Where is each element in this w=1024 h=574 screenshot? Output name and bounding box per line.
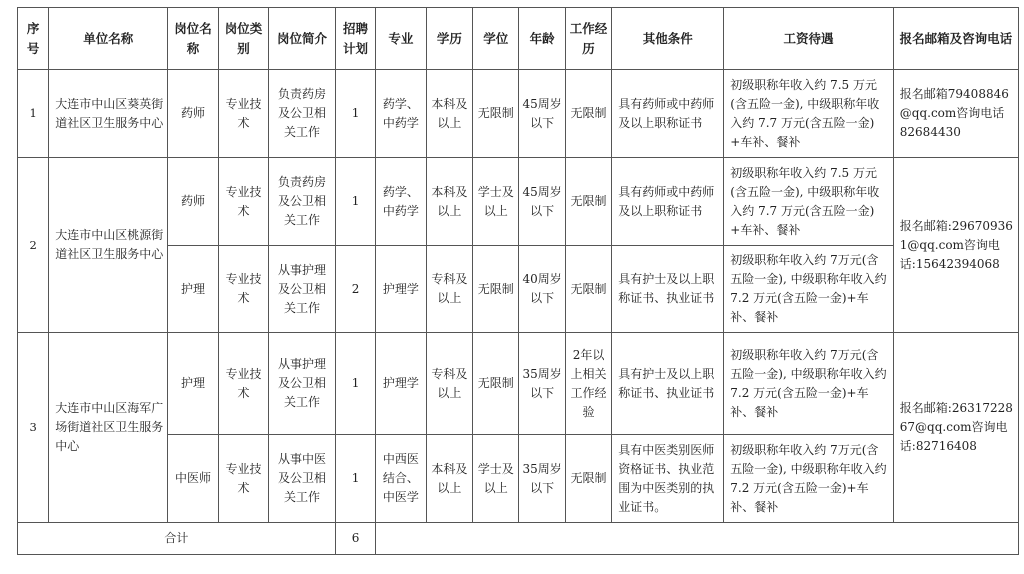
education-cell: 专科及以上 bbox=[426, 333, 472, 435]
education-cell: 本科及以上 bbox=[426, 158, 472, 246]
plan-cell: 1 bbox=[335, 158, 375, 246]
header-cell: 工资待遇 bbox=[724, 8, 894, 70]
other-conditions-cell: 具有护士及以上职称证书、执业证书 bbox=[612, 333, 724, 435]
major-cell: 护理学 bbox=[376, 333, 426, 435]
age-cell: 35周岁以下 bbox=[519, 435, 565, 523]
seq-cell: 1 bbox=[18, 70, 49, 158]
age-cell: 45周岁以下 bbox=[519, 70, 565, 158]
position-category-cell: 专业技术 bbox=[218, 435, 268, 523]
major-cell: 护理学 bbox=[376, 246, 426, 333]
header-cell: 年龄 bbox=[519, 8, 565, 70]
position-title-cell: 护理 bbox=[168, 246, 218, 333]
position-category-cell: 专业技术 bbox=[218, 158, 268, 246]
position-intro-cell: 从事护理及公卫相关工作 bbox=[269, 333, 336, 435]
degree-cell: 无限制 bbox=[473, 246, 519, 333]
top-margin bbox=[0, 0, 1024, 7]
plan-cell: 1 bbox=[335, 333, 375, 435]
seq-cell: 2 bbox=[18, 158, 49, 333]
unit-name-cell: 大连市中山区海军广场街道社区卫生服务中心 bbox=[49, 333, 168, 523]
unit-name-cell: 大连市中山区桃源街道社区卫生服务中心 bbox=[49, 158, 168, 333]
header-cell: 岗位名称 bbox=[168, 8, 218, 70]
degree-cell: 学士及以上 bbox=[473, 435, 519, 523]
position-intro-cell: 负责药房及公卫相关工作 bbox=[269, 70, 336, 158]
age-cell: 40周岁以下 bbox=[519, 246, 565, 333]
contact-cell: 报名邮箱:296709361@qq.com咨询电话:15642394068 bbox=[893, 158, 1018, 333]
table-row bbox=[18, 333, 1019, 435]
total-row bbox=[18, 523, 1019, 555]
position-category-cell: 专业技术 bbox=[218, 246, 268, 333]
age-cell: 45周岁以下 bbox=[519, 158, 565, 246]
major-cell: 药学、中药学 bbox=[376, 70, 426, 158]
salary-cell: 初级职称年收入约 7.5 万元(含五险一金), 中级职称年收入约 7.7 万元(含五险一金)+车补、餐补 bbox=[724, 158, 894, 246]
table-row bbox=[18, 246, 1019, 333]
major-cell: 药学、中药学 bbox=[376, 158, 426, 246]
other-conditions-cell: 具有药师或中药师及以上职称证书 bbox=[612, 158, 724, 246]
plan-cell: 2 bbox=[335, 246, 375, 333]
table-row bbox=[18, 158, 1019, 246]
header-cell: 专业 bbox=[376, 8, 426, 70]
plan-cell: 1 bbox=[335, 435, 375, 523]
seq-cell: 3 bbox=[18, 333, 49, 523]
header-cell: 报名邮箱及咨询电话 bbox=[893, 8, 1018, 70]
position-intro-cell: 从事中医及公卫相关工作 bbox=[269, 435, 336, 523]
recruitment-table bbox=[17, 7, 1019, 555]
header-cell: 学位 bbox=[473, 8, 519, 70]
total-empty-cell bbox=[376, 523, 1019, 555]
header-cell: 单位名称 bbox=[49, 8, 168, 70]
contact-cell: 报名邮箱:2631722867@qq.com咨询电话:82716408 bbox=[893, 333, 1018, 523]
header-cell: 其他条件 bbox=[612, 8, 724, 70]
table-row bbox=[18, 70, 1019, 158]
experience-cell: 无限制 bbox=[565, 246, 611, 333]
degree-cell: 无限制 bbox=[473, 70, 519, 158]
experience-cell: 无限制 bbox=[565, 435, 611, 523]
education-cell: 本科及以上 bbox=[426, 435, 472, 523]
experience-cell: 无限制 bbox=[565, 70, 611, 158]
position-title-cell: 药师 bbox=[168, 158, 218, 246]
education-cell: 本科及以上 bbox=[426, 70, 472, 158]
unit-name-cell: 大连市中山区葵英街道社区卫生服务中心 bbox=[49, 70, 168, 158]
header-cell: 岗位简介 bbox=[269, 8, 336, 70]
other-conditions-cell: 具有护士及以上职称证书、执业证书 bbox=[612, 246, 724, 333]
experience-cell: 无限制 bbox=[565, 158, 611, 246]
salary-cell: 初级职称年收入约 7万元(含五险一金), 中级职称年收入约 7.2 万元(含五险一金)+车补、餐补 bbox=[724, 333, 894, 435]
other-conditions-cell: 具有中医类别医师资格证书、执业范围为中医类别的执业证书。 bbox=[612, 435, 724, 523]
salary-cell: 初级职称年收入约 7万元(含五险一金), 中级职称年收入约 7.2 万元(含五险一金)+车补、餐补 bbox=[724, 435, 894, 523]
degree-cell: 无限制 bbox=[473, 333, 519, 435]
position-category-cell: 专业技术 bbox=[218, 333, 268, 435]
table-row bbox=[18, 435, 1019, 523]
header-cell: 招聘计划 bbox=[335, 8, 375, 70]
header-row bbox=[18, 8, 1019, 70]
position-intro-cell: 从事护理及公卫相关工作 bbox=[269, 246, 336, 333]
position-title-cell: 中医师 bbox=[168, 435, 218, 523]
total-value: 6 bbox=[335, 523, 375, 555]
position-title-cell: 药师 bbox=[168, 70, 218, 158]
salary-cell: 初级职称年收入约 7.5 万元(含五险一金), 中级职称年收入约 7.7 万元(含五险一金)+车补、餐补 bbox=[724, 70, 894, 158]
salary-cell: 初级职称年收入约 7万元(含五险一金), 中级职称年收入约 7.2 万元(含五险一金)+车补、餐补 bbox=[724, 246, 894, 333]
contact-cell: 报名邮箱79408846@qq.com咨询电话 82684430 bbox=[893, 70, 1018, 158]
degree-cell: 学士及以上 bbox=[473, 158, 519, 246]
header-cell: 岗位类别 bbox=[218, 8, 268, 70]
position-title-cell: 护理 bbox=[168, 333, 218, 435]
header-cell: 工作经历 bbox=[565, 8, 611, 70]
position-category-cell: 专业技术 bbox=[218, 70, 268, 158]
header-cell: 学历 bbox=[426, 8, 472, 70]
age-cell: 35周岁以下 bbox=[519, 333, 565, 435]
total-label: 合计 bbox=[18, 523, 336, 555]
plan-cell: 1 bbox=[335, 70, 375, 158]
experience-cell: 2年以上相关工作经验 bbox=[565, 333, 611, 435]
other-conditions-cell: 具有药师或中药师及以上职称证书 bbox=[612, 70, 724, 158]
header-cell: 序号 bbox=[18, 8, 49, 70]
education-cell: 专科及以上 bbox=[426, 246, 472, 333]
position-intro-cell: 负责药房及公卫相关工作 bbox=[269, 158, 336, 246]
major-cell: 中西医结合、中医学 bbox=[376, 435, 426, 523]
